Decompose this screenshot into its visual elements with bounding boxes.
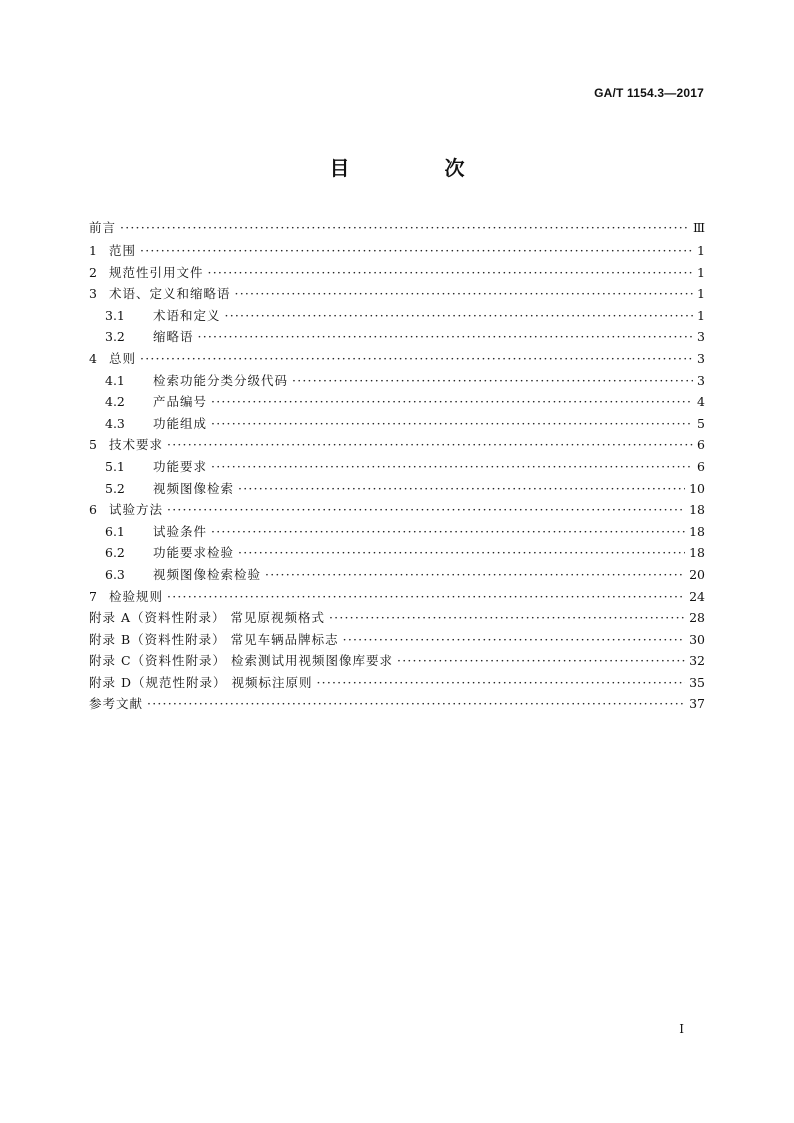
toc-dot-leader [343,629,685,651]
toc-entry-number: 1 [89,243,97,258]
toc-entry-page: 18 [689,523,705,539]
toc-entry-page: 1 [697,307,705,323]
toc-entry-label: 缩略语 [153,329,194,345]
document-code: GA/T 1154.3—2017 [594,86,704,100]
toc-entry[interactable] [89,542,705,564]
toc-entry[interactable] [89,305,705,327]
toc-entry-number: 5 [89,437,97,453]
toc-entry-number: 3.1 [105,307,125,323]
toc-entry-page: 35 [689,674,705,690]
toc-entry-number: 3.2 [105,329,125,345]
toc-dot-leader [140,240,693,262]
toc-entry-label: 技术要求 [109,437,164,453]
toc-entry-page: 6 [697,458,705,474]
toc-dot-leader [140,348,693,370]
toc-entry-number: 6.2 [105,545,125,561]
toc-entry[interactable] [89,262,705,284]
toc-entry[interactable] [89,216,705,240]
toc-dot-leader [198,326,693,348]
toc-dot-leader [316,672,685,694]
toc-entry-label: 总则 [109,350,137,366]
toc-entry-page: 3 [697,329,705,345]
toc-entry-label: 视频图像检索 [153,480,235,496]
toc-entry[interactable] [89,456,705,478]
toc-entry[interactable] [89,370,705,392]
toc-entry-number: 4 [89,350,97,366]
toc-entry-label: 功能组成 [153,415,208,431]
toc-title: 目 次 [329,156,509,180]
toc-entry-label: 试验方法 [109,502,164,518]
toc-entry[interactable] [89,326,705,348]
toc-entry-page: 18 [689,545,705,561]
toc-entry[interactable] [89,607,705,629]
toc-entry-page: Ⅲ [692,220,705,235]
toc-entry-label: 附录 C（资料性附录） 检索测试用视频图像库要求 [89,653,394,669]
toc-entry-number: 5.1 [105,458,125,474]
toc-entry-page: 20 [689,566,705,582]
toc-entry-number: 3 [89,286,97,302]
toc-dot-leader [329,607,685,629]
toc-entry-page: 3 [697,372,705,388]
toc-entry-label: 产品编号 [153,394,208,410]
toc-dot-leader [167,499,685,521]
toc-entry[interactable] [89,434,705,456]
toc-entry[interactable] [89,586,705,608]
toc-entry-page: 1 [697,264,705,280]
toc-entry-number: 6.1 [105,523,125,539]
footer-page-number: Ⅰ [679,1022,684,1036]
toc-entry-page: 18 [689,502,705,518]
toc-dot-leader [147,693,685,715]
toc-dot-leader [225,305,693,327]
toc-entry-label: 试验条件 [153,523,208,539]
toc-dot-leader [167,434,693,456]
toc-entry-label: 检索功能分类分级代码 [153,372,289,388]
toc-dot-leader [211,413,693,435]
toc-entry-page: 5 [697,415,705,431]
toc-dot-leader [265,564,685,586]
toc-entry-label: 附录 A（资料性附录） 常见原视频格式 [89,610,325,626]
toc-entry[interactable] [89,499,705,521]
toc-entry-number: 4.1 [105,372,125,388]
toc-entry[interactable] [89,478,705,500]
toc-entry[interactable] [89,521,705,543]
toc-entry-label: 术语和定义 [153,307,221,323]
toc-entry-number: 4.2 [105,394,125,410]
toc-entry-page: 6 [697,437,705,453]
toc-entry[interactable] [89,391,705,413]
toc-entry[interactable] [89,650,705,672]
toc-entry-number: 6.3 [105,566,125,582]
toc-entry-number: 7 [89,588,97,604]
toc-entry-page: 1 [697,286,705,302]
toc-entry[interactable] [89,348,705,370]
toc-entry[interactable] [89,413,705,435]
toc-entry-page: 30 [689,631,705,647]
toc-dot-leader [208,262,693,284]
toc-dot-leader [397,650,685,672]
toc-entry[interactable] [89,629,705,651]
toc-entry-page: 32 [689,653,705,669]
toc-entry-page: 1 [697,243,705,258]
toc-dot-leader [235,283,693,305]
toc-entry-label: 功能要求检验 [153,545,235,561]
toc-dot-leader [167,586,685,608]
toc-entry[interactable] [89,672,705,694]
toc-entry-label: 视频图像检索检验 [153,566,262,582]
toc-dot-leader [211,391,693,413]
toc-entry-label: 范围 [109,243,137,258]
toc-entry-page: 3 [697,350,705,366]
toc-entry-label: 参考文献 [89,696,144,712]
toc-entry[interactable] [89,240,705,262]
toc-entry-label: 术语、定义和缩略语 [109,286,231,302]
toc-entry[interactable] [89,693,705,715]
toc-entry-number: 6 [89,502,97,518]
table-of-contents [89,216,705,715]
toc-dot-leader [238,542,685,564]
toc-entry-page: 10 [689,480,705,496]
toc-entry-label: 检验规则 [109,588,164,604]
toc-entry-label: 前言 [89,220,117,235]
toc-entry-number: 4.3 [105,415,125,431]
toc-entry-label: 附录 B（资料性附录） 常见车辆品牌标志 [89,631,339,647]
toc-entry-number: 5.2 [105,480,125,496]
toc-entry-page: 37 [689,696,705,712]
toc-dot-leader [238,478,685,500]
toc-entry-number: 2 [89,264,97,280]
toc-dot-leader [211,456,693,478]
toc-entry-page: 4 [697,394,705,410]
toc-entry[interactable] [89,283,705,305]
toc-entry-label: 功能要求 [153,458,208,474]
toc-entry-page: 28 [689,610,705,626]
toc-dot-leader [292,370,693,392]
toc-entry[interactable] [89,564,705,586]
toc-entry-label: 附录 D（规范性附录） 视频标注原则 [89,674,313,690]
toc-entry-page: 24 [689,588,705,604]
toc-entry-label: 规范性引用文件 [109,264,204,280]
toc-dot-leader [120,216,689,240]
toc-dot-leader [211,521,685,543]
